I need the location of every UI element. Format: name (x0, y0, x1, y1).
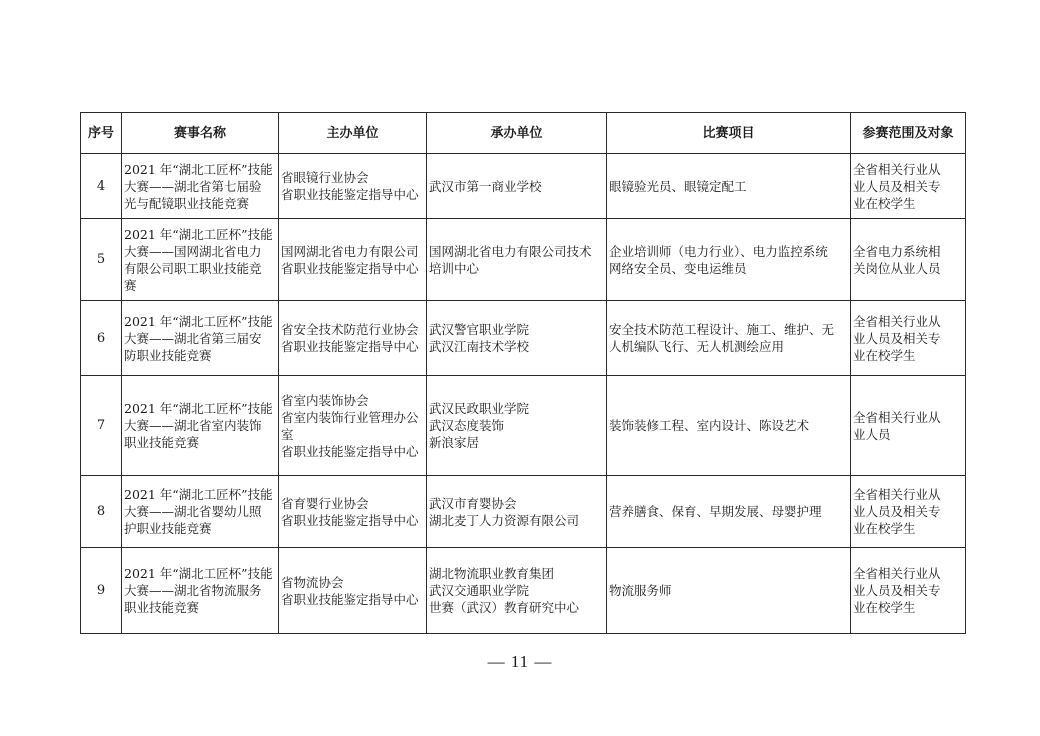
cell-line: 世赛（武汉）教育研究中心 (429, 600, 580, 615)
cell-line: 省职业技能鉴定指导中心 (281, 591, 419, 607)
cell-name (122, 376, 279, 476)
cell-events (607, 219, 851, 301)
cell-no: 9 (81, 548, 122, 634)
cell-line: 人机编队飞行、无人机测绘应用 (609, 339, 785, 354)
cell-line: 大赛——湖北省室内装饰 (124, 418, 262, 433)
cell-line: 武汉交通职业学院 (429, 583, 530, 598)
cell-line: 业在校学生 (853, 521, 916, 536)
cell-line: 光与配镜职业技能竞赛 (124, 195, 250, 211)
cell-line: 大赛——国网湖北省电力 (124, 243, 262, 259)
cell-line: 2021 年“湖北工匠杯”技能 (124, 401, 273, 416)
cell-line: 网络安全员、变电运维员 (609, 260, 747, 276)
cell-line: 省室内装饰行业管理办公 (281, 409, 419, 425)
cell-line: 赛 (124, 277, 137, 293)
cell-line: 大赛——湖北省婴幼儿照 (124, 504, 262, 519)
cell-scope (851, 548, 966, 634)
cell-line: 省职业技能鉴定指导中心 (281, 512, 419, 528)
cell-organizer (427, 548, 607, 634)
cell-host (279, 154, 427, 219)
cell-name (122, 476, 279, 548)
cell-line: 培训中心 (429, 260, 480, 276)
table-row (81, 154, 966, 219)
cell-line: 2021 年“湖北工匠杯”技能 (124, 566, 273, 581)
header-name: 赛事名称 (122, 113, 279, 154)
cell-organizer (427, 476, 607, 548)
cell-line: 省安全技术防范行业协会 (281, 322, 419, 337)
cell-line: 防职业技能竞赛 (124, 347, 212, 363)
cell-line: 武汉江南技术学校 (429, 339, 530, 354)
cell-name (122, 301, 279, 376)
cell-line: 业在校学生 (853, 195, 916, 211)
cell-no: 5 (81, 219, 122, 301)
cell-line: 武汉市第一商业学校 (429, 178, 542, 194)
cell-line: 大赛——湖北省第三届安 (124, 330, 262, 346)
table-header-row (81, 113, 966, 154)
cell-line: 职业技能竞赛 (124, 600, 200, 615)
cell-host (279, 548, 427, 634)
cell-line: 省眼镜行业协会 (281, 170, 369, 185)
cell-line: 国网湖北省电力有限公司技术 (429, 243, 592, 259)
cell-line: 全省相关行业从 (853, 409, 941, 425)
cell-line: 省物流协会 (281, 574, 344, 590)
table-row (81, 376, 966, 476)
cell-line: 装饰装修工程、室内设计、陈设艺术 (609, 418, 810, 433)
cell-line: 省室内装饰协会 (281, 392, 369, 408)
competition-table (80, 112, 966, 634)
cell-organizer (427, 154, 607, 219)
cell-line: 业人员及相关专 (853, 504, 941, 519)
cell-events (607, 301, 851, 376)
cell-host (279, 219, 427, 301)
table-row (81, 548, 966, 634)
cell-line: 省职业技能鉴定指导中心 (281, 339, 419, 354)
cell-line: 业在校学生 (853, 600, 916, 615)
cell-line: 武汉市育婴协会 (429, 495, 517, 511)
cell-line: 业人员及相关专 (853, 330, 941, 346)
cell-line: 大赛——湖北省第七届验 (124, 178, 262, 194)
cell-no: 8 (81, 476, 122, 548)
header-scope: 参赛范围及对象 (851, 113, 966, 154)
cell-events (607, 376, 851, 476)
cell-line: 全省相关行业从 (853, 566, 941, 581)
cell-events (607, 476, 851, 548)
cell-events (607, 154, 851, 219)
table-row (81, 301, 966, 376)
cell-line: 2021 年“湖北工匠杯”技能 (124, 226, 273, 242)
table-row (81, 219, 966, 301)
cell-line: 武汉态度装饰 (429, 418, 505, 433)
cell-host (279, 376, 427, 476)
cell-name (122, 219, 279, 301)
cell-line: 业人员及相关专 (853, 178, 941, 194)
cell-line: 业人员 (853, 426, 891, 442)
cell-line: 全省相关行业从 (853, 487, 941, 502)
cell-organizer (427, 376, 607, 476)
cell-organizer (427, 219, 607, 301)
cell-line: 新浪家居 (429, 435, 480, 450)
cell-line: 湖北麦丁人力资源有限公司 (429, 512, 580, 528)
cell-line: 安全技术防范工程设计、施工、维护、无 (609, 322, 835, 337)
cell-line: 全省相关行业从 (853, 161, 941, 177)
cell-scope (851, 476, 966, 548)
cell-line: 武汉警官职业学院 (429, 322, 530, 337)
header-events: 比赛项目 (607, 113, 851, 154)
cell-line: 湖北物流职业教育集团 (429, 566, 555, 581)
cell-line: 省职业技能鉴定指导中心 (281, 187, 419, 202)
cell-line: 营养膳食、保育、早期发展、母婴护理 (609, 504, 822, 519)
cell-scope (851, 301, 966, 376)
cell-line: 省育婴行业协会 (281, 495, 369, 511)
page-number: — 11 — (487, 652, 553, 671)
header-host: 主办单位 (279, 113, 427, 154)
cell-line: 职业技能竞赛 (124, 435, 200, 450)
cell-host (279, 301, 427, 376)
cell-line: 2021 年“湖北工匠杯”技能 (124, 313, 273, 329)
cell-line: 护职业技能竞赛 (124, 521, 212, 536)
cell-line: 省职业技能鉴定指导中心 (281, 443, 419, 459)
cell-host (279, 476, 427, 548)
cell-line: 国网湖北省电力有限公司 (281, 243, 419, 259)
cell-line: 全省相关行业从 (853, 313, 941, 329)
cell-line: 武汉民政职业学院 (429, 401, 530, 416)
cell-line: 2021 年“湖北工匠杯”技能 (124, 487, 273, 502)
cell-name (122, 548, 279, 634)
table-row (81, 476, 966, 548)
cell-no: 6 (81, 301, 122, 376)
cell-line: 业人员及相关专 (853, 583, 941, 598)
cell-scope (851, 219, 966, 301)
cell-line: 室 (281, 426, 294, 442)
header-organizer: 承办单位 (427, 113, 607, 154)
cell-events (607, 548, 851, 634)
header-no: 序号 (81, 113, 122, 154)
cell-name (122, 154, 279, 219)
cell-line: 大赛——湖北省物流服务 (124, 583, 262, 598)
cell-line: 业在校学生 (853, 347, 916, 363)
cell-line: 全省电力系统相 (853, 243, 941, 259)
cell-line: 眼镜验光员、眼镜定配工 (609, 178, 747, 194)
cell-scope (851, 154, 966, 219)
cell-line: 关岗位从业人员 (853, 260, 941, 276)
cell-no: 7 (81, 376, 122, 476)
cell-no: 4 (81, 154, 122, 219)
cell-organizer (427, 301, 607, 376)
cell-line: 物流服务师 (609, 583, 672, 598)
cell-scope (851, 376, 966, 476)
cell-line: 有限公司职工职业技能竞 (124, 260, 262, 276)
cell-line: 省职业技能鉴定指导中心 (281, 260, 419, 276)
cell-line: 2021 年“湖北工匠杯”技能 (124, 161, 273, 177)
cell-line: 企业培训师（电力行业）、电力监控系统 (609, 243, 828, 259)
